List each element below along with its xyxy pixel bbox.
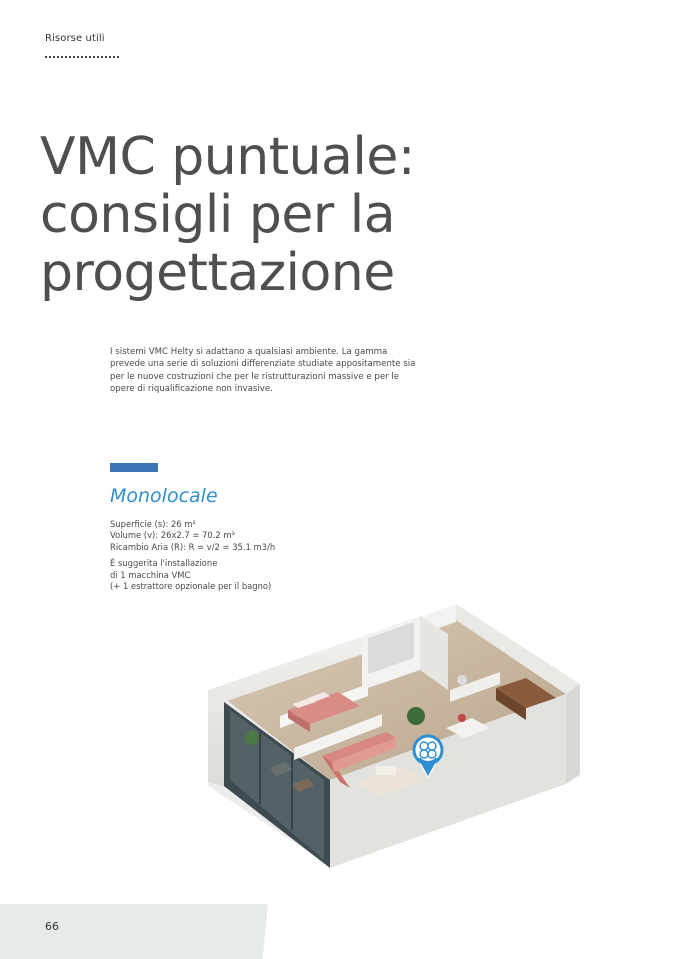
specs-block bbox=[110, 519, 370, 592]
section-label: Risorse utili bbox=[45, 33, 105, 44]
recommendation-line-2: di 1 macchina VMC bbox=[110, 569, 191, 580]
page-title-line-2: consigli per la bbox=[40, 185, 396, 245]
accent-bar bbox=[110, 463, 158, 472]
page-title-line-1: VMC puntuale: bbox=[40, 127, 415, 187]
section-title: Monolocale bbox=[110, 485, 218, 507]
recommendation-line-1: È suggerita l'installazione bbox=[110, 558, 218, 569]
apartment-isometric-illustration bbox=[200, 598, 590, 870]
recommendation-line-3: (+ 1 estrattore opzionale per il bagno) bbox=[110, 581, 272, 592]
spec-air-change: Ricambio Aria (R): R = v/2 = 35.1 m3/h bbox=[110, 541, 276, 552]
page-title bbox=[40, 128, 560, 302]
page-number: 66 bbox=[45, 920, 59, 933]
footer-band bbox=[0, 904, 268, 959]
spec-surface: Superficie (s): 26 m² bbox=[110, 519, 196, 529]
section-label-divider bbox=[45, 56, 119, 58]
page-title-line-3: progettazione bbox=[40, 243, 395, 303]
spec-volume: Volume (v): 26x2.7 = 70.2 m³ bbox=[110, 530, 235, 541]
intro-paragraph: I sistemi VMC Helty si adattano a qualsiasi ambiente. La gamma prevede una serie di soluzioni differenziate studiate appositamente sia per le nuove costruzioni che per le ristrutturazioni massive e per le opere di riqualificazione non invasive. bbox=[110, 347, 416, 395]
